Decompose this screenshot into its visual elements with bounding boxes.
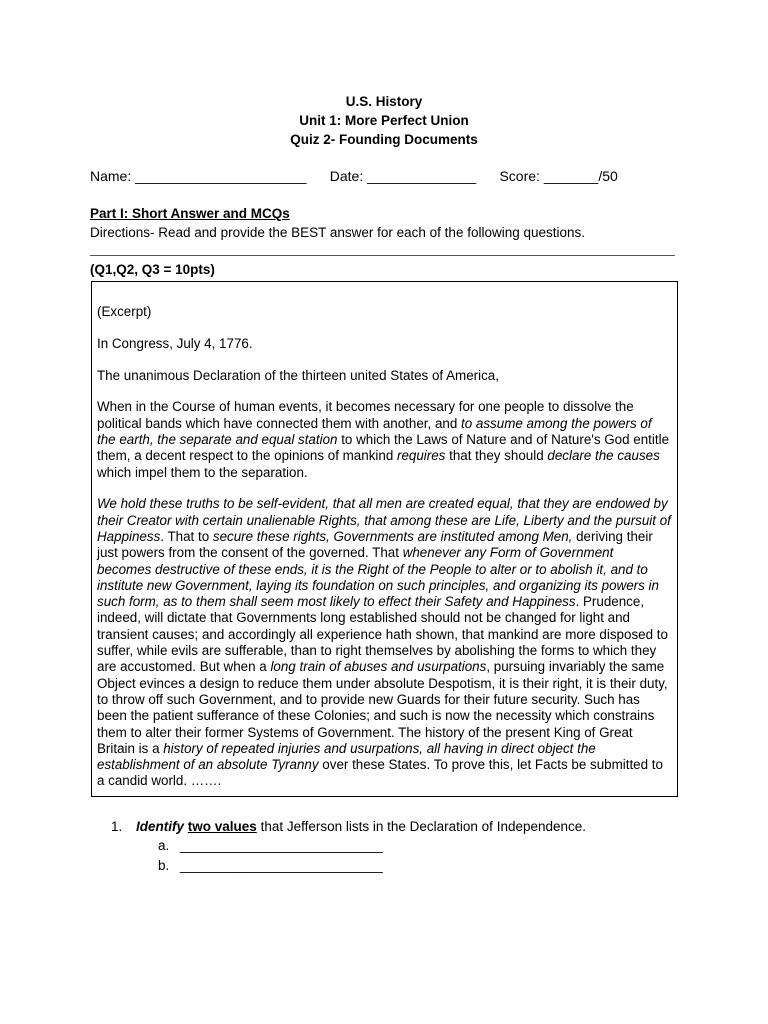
excerpt-p2-run: over these States. To prove this, let Facts be submitted to a candid world. ……. bbox=[97, 757, 663, 789]
question-number: 1. bbox=[111, 819, 123, 834]
excerpt-p1-run: requires bbox=[396, 448, 446, 464]
answer-b-line[interactable]: ___________________________ bbox=[180, 857, 383, 873]
course-title: U.S. History bbox=[345, 94, 423, 109]
excerpt-p1-run: which impel them to the separation. bbox=[97, 464, 308, 480]
excerpt-paragraph-1 bbox=[97, 399, 671, 480]
points-label: (Q1,Q2, Q3 = 10pts) bbox=[90, 262, 215, 277]
excerpt-p2-run: . That to bbox=[160, 528, 213, 544]
unit-title: Unit 1: More Perfect Union bbox=[299, 113, 469, 128]
excerpt-p2-run: , pursuing invariably the same Object evinces a design to reduce them under absolute Despotism, it is their right, it is their duty, to throw off such Government, and to provide new Guards for their future security. Such has been the patient sufferance of these Colonies; and such is now the necessity which constrains them to alter their former Systems of Government. The history of the present King of Great Britain is a bbox=[97, 659, 668, 756]
quiz-header bbox=[0, 92, 768, 149]
excerpt-p2-run: long train of abuses and usurpations bbox=[270, 659, 487, 675]
answer-a-label: a. bbox=[158, 838, 170, 853]
excerpt-paragraph-2 bbox=[97, 496, 671, 789]
quiz-title: Quiz 2- Founding Documents bbox=[290, 132, 478, 147]
question-text: that Jefferson lists in the Declaration of Independence. bbox=[256, 819, 587, 834]
question-1-prompt bbox=[111, 817, 586, 836]
excerpt-p2-run: deriving their just powers from the consent of the governed. That bbox=[97, 528, 653, 561]
part-title: Part I: Short Answer and MCQs bbox=[90, 206, 290, 221]
excerpt-title: The unanimous Declaration of the thirteen united States of America, bbox=[97, 367, 499, 383]
question-emphasis: two values bbox=[187, 819, 257, 834]
excerpt-box bbox=[91, 281, 678, 797]
divider-line bbox=[90, 255, 675, 256]
score-field: Score: _______/50 bbox=[499, 168, 618, 184]
answer-a-row bbox=[111, 836, 586, 856]
question-1 bbox=[111, 817, 586, 875]
excerpt-p1-run: When in the Course of human events, it becomes necessary for one people to dissolve the political bands which have connected them with another, and bbox=[97, 399, 634, 431]
student-info-line bbox=[90, 168, 618, 184]
excerpt-p2-run: history of repeated injuries and usurpations, all having in direct object the establishment of an absolute Tyranny bbox=[97, 740, 596, 773]
excerpt-p1-run: declare the causes bbox=[547, 448, 660, 464]
excerpt-p2-run: secure these rights, Governments are instituted among Men, bbox=[212, 528, 573, 544]
directions-text: Directions- Read and provide the BEST answer for each of the following questions. bbox=[90, 225, 586, 240]
excerpt-p2-run: whenever any Form of Government becomes destructive of these ends, it is the Right of the People to alter or to abolish it, and to institute new Government, laying its foundation on such principles, and organizing its powers in such form, as to them shall seem most likely to effect their Safety and Happiness bbox=[97, 545, 659, 610]
question-verb: Identify bbox=[136, 819, 185, 834]
excerpt-p2-run: We hold these truths to be self-evident, that all men are created equal, that they are endowed by their Creator with certain unalienable Rights, that among these are Life, Liberty and the pursuit of Happiness bbox=[97, 496, 671, 544]
name-field[interactable]: Name: ______________________ bbox=[90, 168, 307, 184]
answer-b-label: b. bbox=[158, 857, 170, 873]
excerpt-p1-run: that they should bbox=[445, 448, 548, 464]
answer-a-line[interactable]: ___________________________ bbox=[180, 838, 383, 853]
date-field[interactable]: Date: ______________ bbox=[329, 168, 477, 184]
answer-b-row bbox=[111, 856, 586, 876]
excerpt-p1-run: to which the Laws of Nature and of Nature's God entitle them, a decent respect to the opinions of mankind bbox=[97, 431, 670, 464]
excerpt-label: (Excerpt) bbox=[97, 304, 152, 319]
excerpt-date: In Congress, July 4, 1776. bbox=[97, 335, 253, 351]
excerpt-p2-run: . Prudence, indeed, will dictate that Governments long established should not be changed for light and transient causes; and accordingly all experience hath shown, that mankind are more disposed to suffer, while evils are sufferable, than to right themselves by abolishing the forms to which they are accustomed. But when a bbox=[97, 594, 668, 675]
excerpt-p1-run: to assume among the powers of the earth, the separate and equal station bbox=[97, 415, 652, 447]
